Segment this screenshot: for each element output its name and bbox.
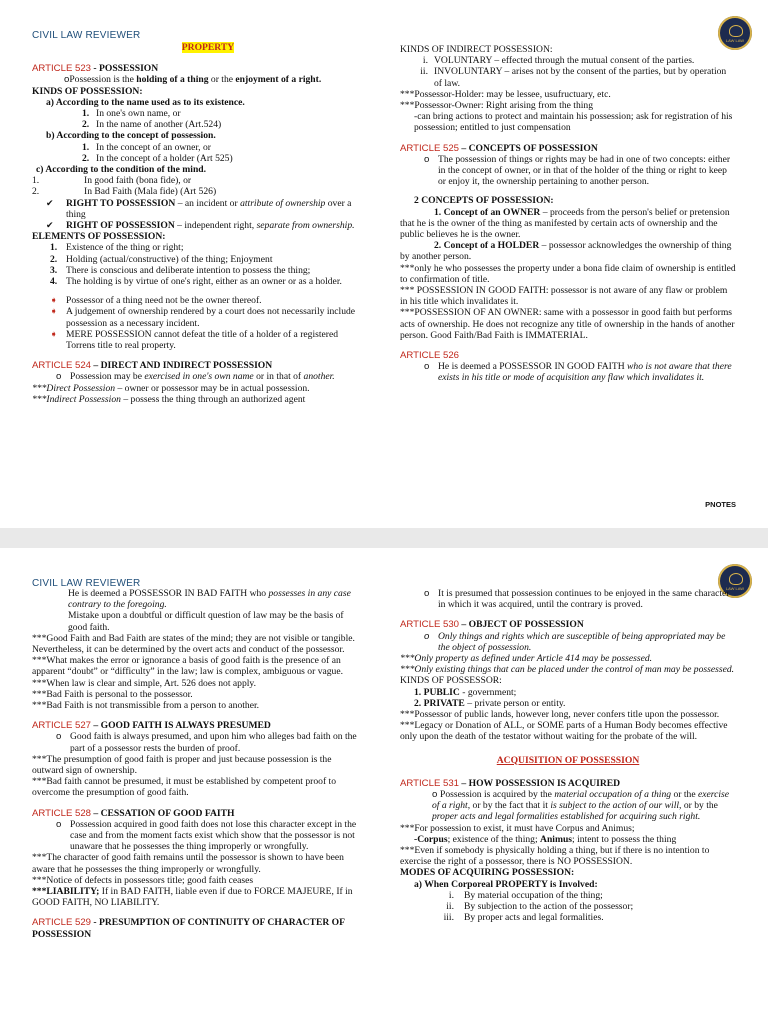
note: -can bring actions to protect and maintain his possession; ask for registration of his possession; entitled to just compensation [414,111,733,134]
kind-private: 2. PRIVATE – private person or entity. [414,697,566,709]
section-title: ACQUISITION OF POSSESSION [496,754,640,766]
note: *** POSSESSION IN GOOD FAITH: possessor is not aware of any flaw or problem in his title which invalidates it. [400,285,728,308]
bullet: o Only things and rights which are susceptible of being appropriated may be the object of possession. [400,631,736,653]
concept-holder: 2. Concept of a HOLDER – possessor acknowledges the ownership of thing by another person. [400,240,732,263]
note: ***Legacy or Donation of ALL, or SOME parts of a Human Body becomes effective only upon the death of the testator without waiting for the probate of the will. [400,720,728,743]
left-column: PROPERTY ARTICLE 523 - POSSESSION oPossession is the holding of a thing or the enjoyment of a right. KINDS OF POSSESSION: a) According to the name used as to its existence. 1. In one's own name, or 2. In the name of another (Art.524) b) According to the concept of possession. 1. In the concept of an owner, or 2. In the concept of a holder (Art 525) c) According to the condition of the mind. 1. In good faith (bona fide), or 2. In Bad Faith (Mala fide) (Art 526) ✔ RIGHT TO POSSESSION – an incident or attribute of ownership over a thing ✔ RIGHT OF POSSESSION – independent right, separate from ownership. ELEMENTS OF POSSESSION: 1. Existence of the thing or right; 2. Holding (actual/constructive) of the thing; Enjoyment 3. There is conscious and deliberate intention to possess the thing; 4. The holding is by virtue of one's right, either as an owner or as a holder. ➧ Possessor of a thing need not be the owner thereof. ➧ A judgement of ownership rendered by a court does not necessarily include possession as a necessary incident. ➧ MERE POSSESSION cannot defeat the title of a holder of a registered Torrens title to real property. ARTICLE 524 – DIRECT AND INDIRECT POSSESSION o Possession may be exercised in one's own name or in that of another. ***Direct Possession – owner or possessor may be in actual possession. ***Indirect Possession – possess the thing through an authorized agent [32,42,364,405]
note: ***LIABILITY; If in BAD FAITH, liable even if due to FORCE MAJEURE, If in GOOD FAITH, NO LIABILITY. [32,886,353,909]
kind-public: 1. PUBLIC - government; [414,686,517,698]
note: ***Good Faith and Bad Faith are states of the mind; they are not visible or tangible. Nevertheless, it can be determined by the overt acts and conduct of the possessor. [32,632,355,656]
direct-possession: ***Direct Possession – owner or possessor may be in actual possession. [32,382,310,394]
kinds-a: a) According to the name used as to its existence. [46,96,245,108]
indirect-kinds-heading: KINDS OF INDIRECT POSSESSION: [400,44,553,55]
elements-heading: ELEMENTS OF POSSESSION: [32,231,166,243]
bullet: o He is deemed a POSSESSOR IN GOOD FAITH who is not aware that there exists in his title or mode of acquisition any flaw which invalidates it. [400,361,736,383]
page-2 [0,548,768,1024]
article-title: – GOOD FAITH IS ALWAYS PRESUMED [91,720,271,732]
note: ***Bad faith cannot be presumed, it must be established by competent proof to overcome the presumption of good faith. [32,776,336,799]
right-of-possession: ✔ RIGHT OF POSSESSION – independent right, separate from ownership. [32,220,364,231]
bullet: o Possession may be exercised in one's own name or in that of another. [32,371,364,382]
article-number: ARTICLE 529 [32,917,92,929]
article-title: – DIRECT AND INDIRECT POSSESSION [91,360,273,372]
concept-owner: 1. Concept of an OWNER – proceeds from the person's belief or pretension that he is the owner of the thing as manifested by certain acts of ownership and the public believes he is the owner. [400,206,730,241]
article-number: ARTICLE 526 [400,350,460,362]
note: ***only he who possesses the property under a bona fide claim of ownership is entitled to confirmation of title. [400,262,736,285]
concepts-heading: 2 CONCEPTS OF POSSESSION: [414,195,554,207]
note: ***Only property as defined under Article 414 may be possessed. [400,653,653,665]
article-number: ARTICLE 524 [32,360,92,372]
page-header: CIVIL LAW REVIEWER [32,578,141,589]
note-item: ➧ A judgement of ownership rendered by a court does not necessarily include possession as a necessary incident. [32,306,364,328]
article-number: ARTICLE 530 [400,619,460,631]
bad-faith-def: He is deemed a POSSESSOR IN BAD FAITH who possesses in any case contrary to the foregoing. [68,588,351,611]
right-to-possession: ✔ RIGHT TO POSSESSION – an incident or attribute of ownership over a thing [32,198,364,220]
note: ***For possession to exist, it must have Corpus and Animus; [400,822,635,834]
kinds-c: c) According to the condition of the mind. [36,164,207,176]
bullet: o The possession of things or rights may be had in one of two concepts: either in the concept of owner, or in that of the holder of the thing or right to keep or enjoy it, the ownership pertaining to another person. [400,154,736,188]
article-number: ARTICLE 525 [400,142,460,154]
kinds-heading: KINDS OF POSSESSION: [32,85,143,97]
note-item: ➧ Possessor of a thing need not be the owner thereof. [32,295,364,306]
note: ***Bad Faith is not transmissible from a person to another. [32,700,260,712]
kinds-b: b) According to the concept of possession. [46,130,216,142]
article-title: – CONCEPTS OF POSSESSION [459,142,598,154]
section-title: PROPERTY [181,42,235,53]
note-item: ➧ MERE POSSESSION cannot defeat the title of a holder of a registered Torrens title to real property. [32,329,364,351]
note: ***What makes the error or ignorance a basis of good faith is the presence of an apparent “doubt” or “difficulty” in the law; law is complex, ambiguous or vague. [32,655,343,678]
right-column: o It is presumed that possession continues to be enjoyed in the same character in which it was acquired, until the contrary is proved. ARTICLE 530 – OBJECT OF POSSESSION o Only things and rights which are susceptible of being appropriated may be the object of possession. ***Only property as defined under Article 414 may be possessed. ***Only existing things that can be placed under the control of man may be possessed. KINDS OF POSSESSOR: 1. PUBLIC - government; 2. PRIVATE – private person or entity. ***Possessor of public lands, however long, never confers title upon the possessor. ***Legacy or Donation of ALL, or SOME parts of a Human Body becomes effective only upon the death of the testator without waiting for the probate of the will. ACQUISITION OF POSSESSION ARTICLE 531 – HOW POSSESSION IS ACQUIRED o Possession is acquired by the material occupation of a thing or the exercise of a right, or by the fact that it is subject to the action of our will, or by the proper acts and legal formalities established for acquiring such right. ***For possession to exist, it must have Corpus and Animus; -Corpus; existence of the thing; Animus; intent to possess the thing ***Even if somebody is physically holding a thing, but if there is no intention to exercise the right of a possessor, there is NO POSSESSION. MODES OF ACQUIRING POSSESSION: a) When Corporeal PROPERTY is Involved: i. By material occupation of the thing; ii. By subjection to the action of the possessor; iii. By proper acts and legal formalities. [400,588,736,923]
logo-seal-icon: LAW LAW [718,16,752,50]
article-title: - PRESUMPTION OF CONTINUITY OF CHARACTER OF POSSESSION [32,917,345,940]
article-title: – OBJECT OF POSSESSION [459,619,584,631]
page-header: CIVIL LAW REVIEWER [32,30,141,41]
right-column: KINDS OF INDIRECT POSSESSION: i. VOLUNTARY – effected through the mutual consent of the parties. ii. INVOLUNTARY – arises not by the consent of the parties, but by operation of law. ***Possessor-Holder: may be lessee, usufructuary, etc. ***Possessor-Owner: Right arising from the thing -can bring actions to protect and maintain his possession; ask for registration of his possession; entitled to just compensation ARTICLE 525 – CONCEPTS OF POSSESSION o The possession of things or rights may be had in one of two concepts: either in the concept of owner, or in that of the holder of the thing or right to keep or enjoy it, the ownership pertaining to another person. 2 CONCEPTS OF POSSESSION: 1. Concept of an OWNER – proceeds from the person's belief or pretension that he is the owner of the thing as manifested by certain acts of ownership and the public believes he is the owner. 2. Concept of a HOLDER – possessor acknowledges the ownership of thing by another person. ***only he who possesses the property under a bona fide claim of ownership is entitled to confirmation of title. *** POSSESSION IN GOOD FAITH: possessor is not aware of any flaw or problem in his title which invalidates it. ***POSSESSION OF AN OWNER: same with a possessor in good faith but performs acts of ownership. He does not recognize any title of ownership in the hands of another person. Good Faith/Bad Faith is IMMATERIAL. ARTICLE 526 o He is deemed a POSSESSOR IN GOOD FAITH who is not aware that there exists in his title or mode of acquisition any flaw which invalidates it. [400,44,736,384]
note: ***Bad Faith is personal to the possessor. [32,688,193,700]
modes-a: a) When Corporeal PROPERTY is Involved: [414,878,598,890]
note: ***Notice of defects in possessors title; good faith ceases [32,874,254,886]
left-column [32,588,364,940]
modes-heading: MODES OF ACQUIRING POSSESSION: [400,867,575,879]
text: Mistake upon a doubtful or difficult question of law may be the basis of good faith. [68,610,344,633]
kinds-possessor-heading: KINDS OF POSSESSOR: [400,675,502,687]
indirect-possession: ***Indirect Possession – possess the thing through an authorized agent [32,393,306,405]
bullet: o Possession is acquired by the material occupation of a thing or the exercise of a right, or by the fact that it is subject to the action of our will, or by the proper acts and legal formalities established for acquiring such right. [432,789,730,823]
note: ***Possessor-Owner: Right arising from the thing [400,100,593,112]
note: ***The character of good faith remains until the possessor is shown to have been aware that he possesses the thing improperly or wrongfully. [32,852,344,875]
article-number: ARTICLE 527 [32,720,92,732]
article-number: ARTICLE 523 [32,63,92,75]
footer-note: PNOTES [705,500,736,509]
bullet: o Good faith is always presumed, and upon him who alleges bad faith on the part of a possessor rests the burden of proof. [32,731,364,753]
note: ***Possessor-Holder: may be lessee, usufructuary, etc. [400,88,611,100]
article-title: – HOW POSSESSION IS ACQUIRED [459,777,621,789]
definition: oPossession is the holding of a thing or the enjoyment of a right. [64,74,322,86]
article-number: ARTICLE 528 [32,807,92,819]
logo-seal-icon: LAW LAW [718,564,752,598]
note: -Corpus; existence of the thing; Animus; intent to possess the thing [414,833,677,845]
note: ***POSSESSION OF AN OWNER: same with a possessor in good faith but performs acts of ownership. He does not recognize any title of ownership in the hands of another person. Good Faith/Bad Faith is IMMATERIAL. [400,307,735,341]
note: ***When law is clear and simple, Art. 526 does not apply. [32,677,256,689]
article-title: – CESSATION OF GOOD FAITH [91,807,235,819]
note: ***Only existing things that can be placed under the control of man may be possessed. [400,664,735,676]
note: ***The presumption of good faith is proper and just because possession is the outward sign of ownership. [32,753,332,777]
bullet: o Possession acquired in good faith does not lose this character except in the case and from the moment facts exist which show that the possessor is not unaware that he possesses the thing improperly or wrongfully. [32,819,364,853]
article-number: ARTICLE 531 [400,777,460,789]
note: ***Possessor of public lands, however long, never confers title upon the possessor. [400,709,720,721]
note: ***Even if somebody is physically holding a thing, but if there is no intention to exercise the right of a possessor, there is NO POSSESSION. [400,845,710,868]
bullet: o It is presumed that possession continues to be enjoyed in the same character in which it was acquired, until the contrary is proved. [400,588,736,610]
article-title: - POSSESSION [91,63,159,75]
